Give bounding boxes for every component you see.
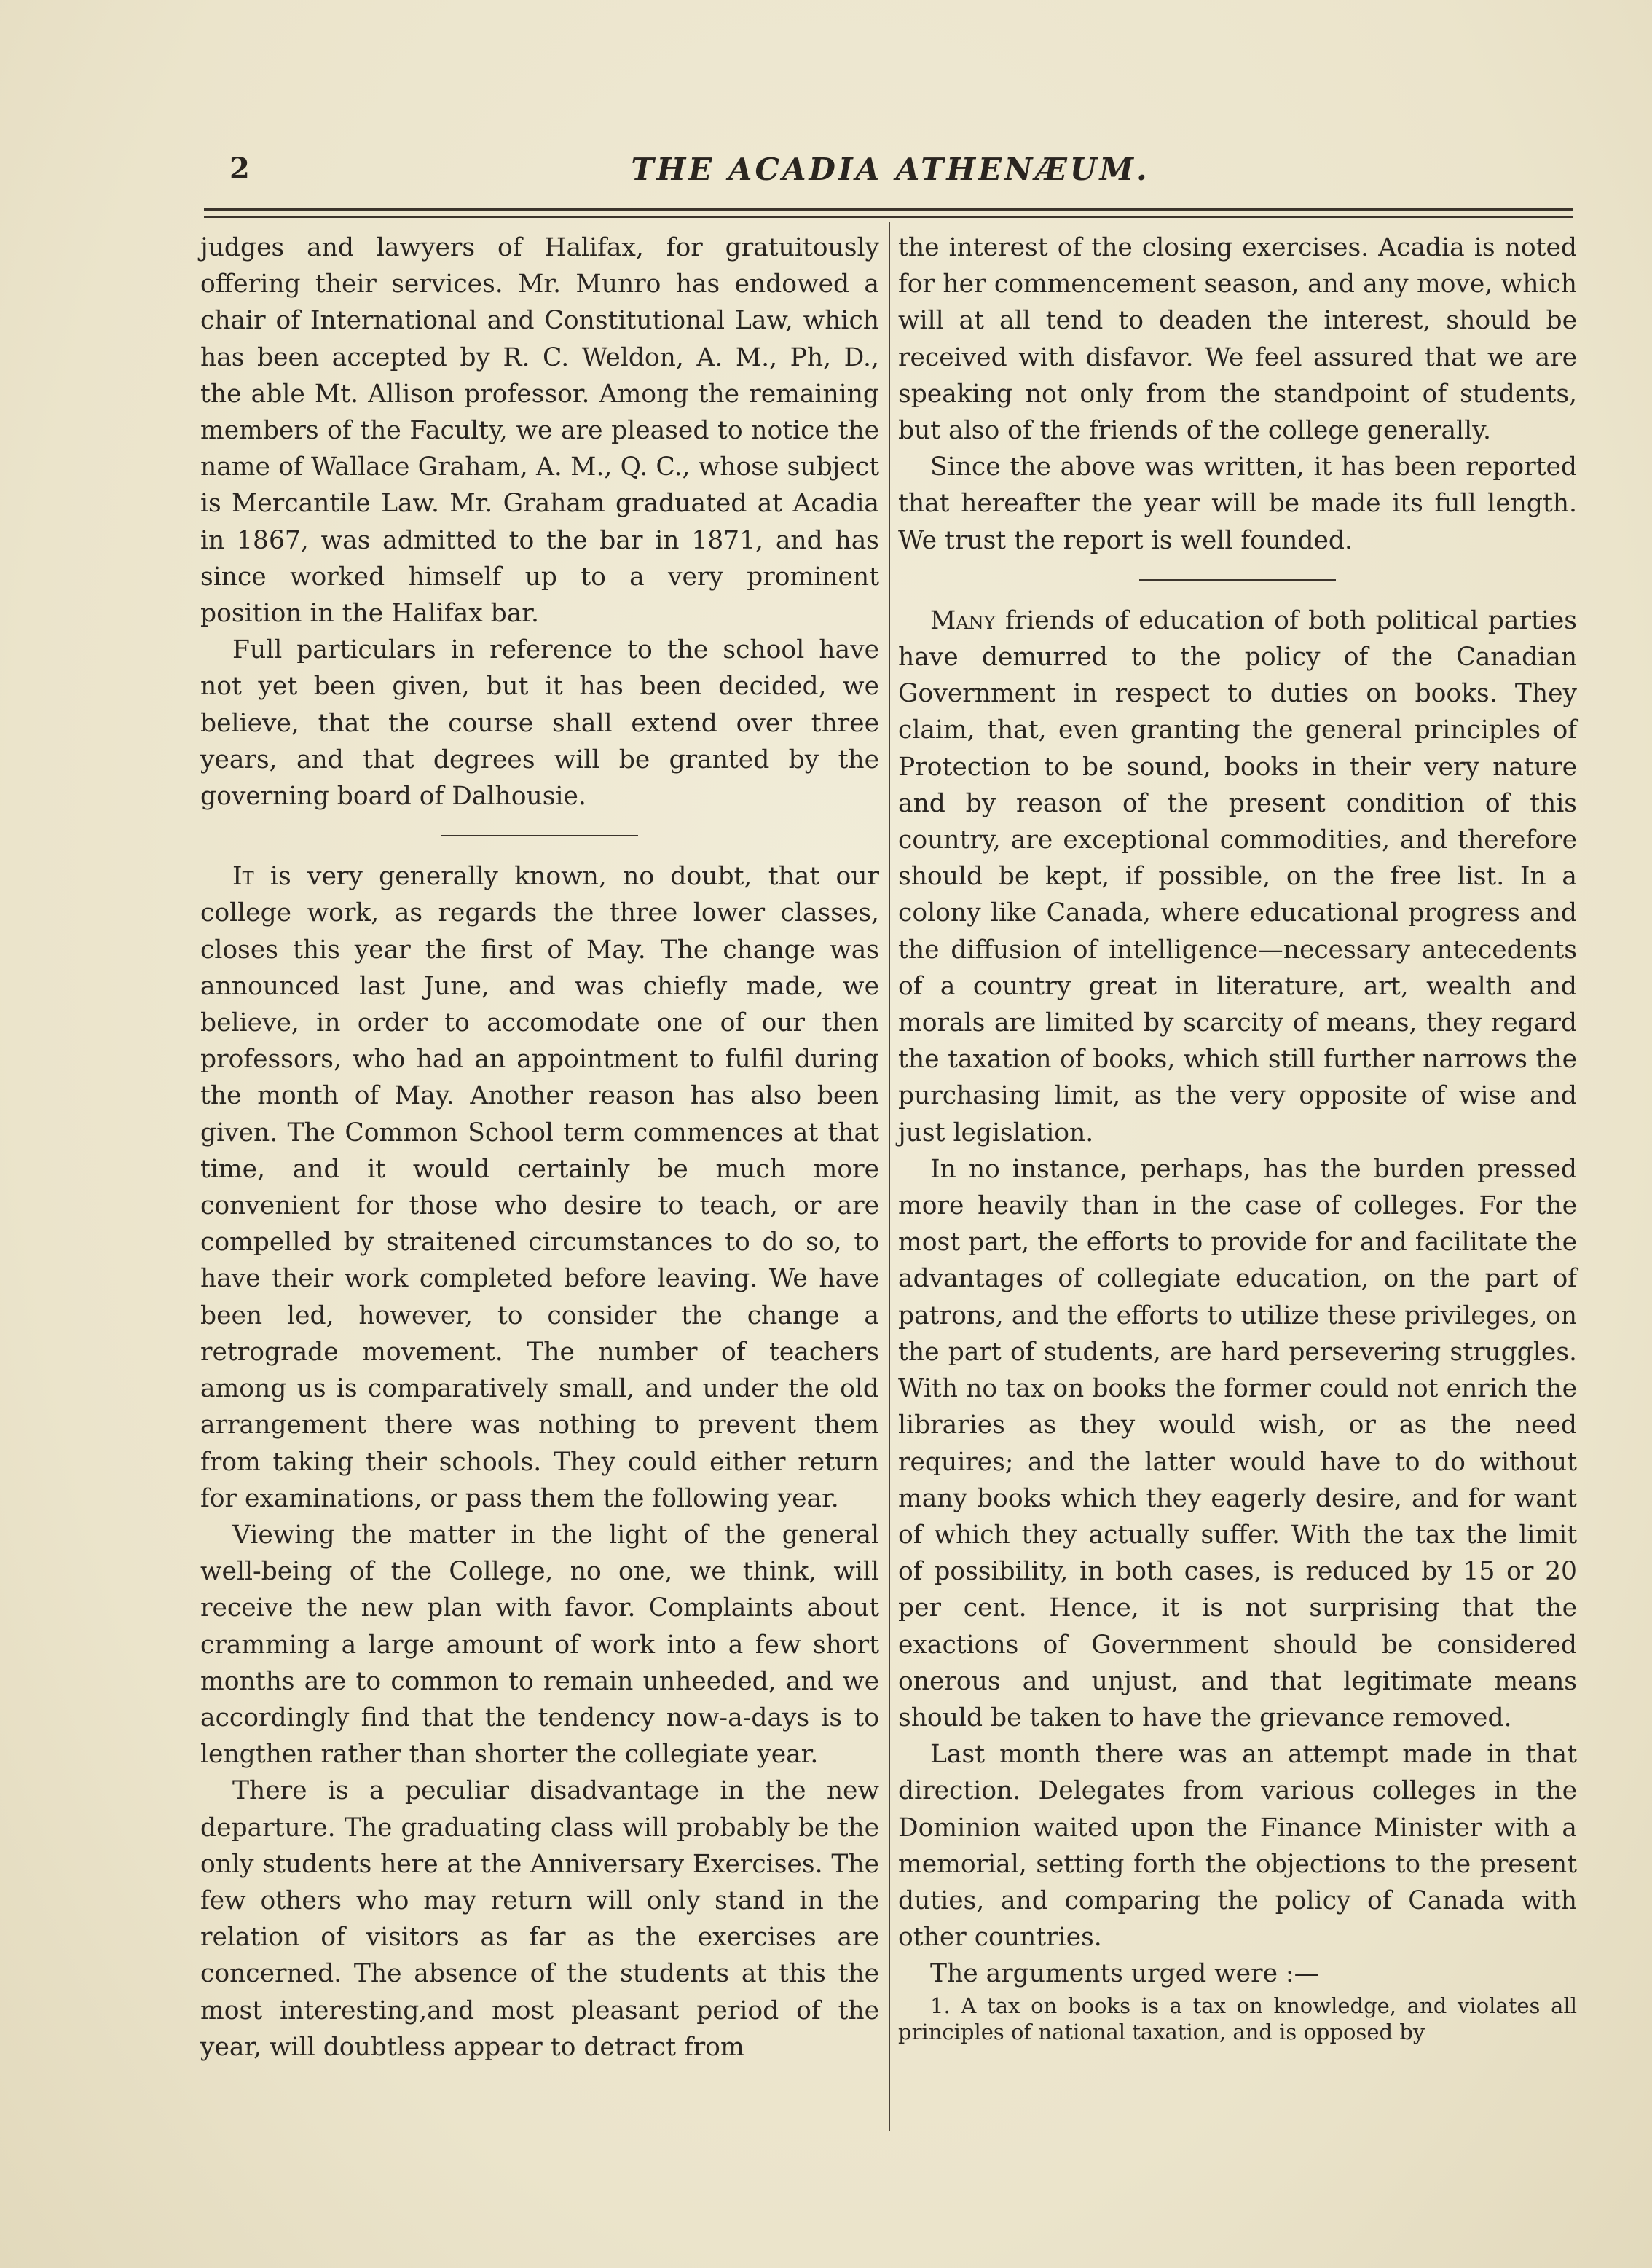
running-title: THE ACADIA ATHENÆUM. (631, 152, 1150, 187)
left-paragraph-5: There is a peculiar disadvantage in the new departure. The graduating class will probably be the only students here at the Anniversary Exercises. The few others who may return will only stand in the relation of visitors as far as the exercises are concerned. The absence of the students at this the most interesting,and most pleasant period of the year, will doubtless appear to detract from (200, 1776, 879, 2062)
left-column (200, 229, 879, 2065)
left-paragraph-4: Viewing the matter in the light of the general well-being of the College, no one, we think, will receive the new plan with favor. Complaints about cramming a large amount of work into a few short months are to common to remain unheeded, and we accordingly find that the tendency now-a-days is to lengthen rather than shorter the collegiate year. (200, 1520, 879, 1770)
article-lead-word: It (232, 862, 254, 892)
right-paragraph-3-text: friends of education of both political parties have demurred to the policy of the Canadian Government in respect to duties on books. They claim, that, even granting the general principles of Protection to be sound, books in their very nature and by reason of the present condition of this country, are exceptional commodities, and therefore should be kept, if possible, on the free list. In a colony like Canada, where educational progress and the diffusion of intelligence—necessary antecedents of a country great in literature, art, wealth and morals are limited by scarcity of means, they regard the taxation of books, which still further narrows the purchasing limit, as the very opposite of wise and just legislation. (898, 605, 1577, 1147)
article-lead-word: Many (930, 605, 996, 635)
right-paragraph-1: the interest of the closing exercises. Acadia is noted for her commencement season, and any move, which will at all tend to deaden the interest, should be received with disfavor. We feel assured that we are speaking not only from the standpoint of students, but also of the friends of the college generally. (898, 233, 1577, 446)
column-divider (889, 222, 890, 2131)
section-separator (441, 835, 638, 836)
left-paragraph-1: judges and lawyers of Halifax, for gratuitously offering their services. Mr. Munro has endowed a chair of International and Constitutional Law, which has been accepted by R. C. Weldon, A. M., Ph, D., the able Mt. Allison professor. Among the remaining members of the Faculty, we are pleased to notice the name of Wallace Graham, A. M., Q. C., whose subject is Mercantile Law. Mr. Graham graduated at Acadia in 1867, was admitted to the bar in 1871, and has since worked himself up to a very prominent position in the Halifax bar. (200, 233, 879, 629)
left-paragraph-3 (200, 858, 879, 1517)
header-rule-thin (204, 216, 1573, 218)
right-paragraph-2: Since the above was written, it has been reported that hereafter the year will be made its full length. We trust the report is well founded. (898, 452, 1577, 555)
page-header (200, 152, 1581, 195)
right-column (898, 229, 1577, 2045)
right-paragraph-3 (898, 603, 1577, 1151)
page-number: 2 (229, 152, 250, 186)
right-paragraph-4: In no instance, perhaps, has the burden pressed more heavily than in the case of colleges. For the most part, the efforts to provide for and facilitate the advantages of collegiate education, on the part of patrons, and the efforts to utilize these privileges, on the part of students, are hard persevering struggles. With no tax on books the former could not enrich the libraries as they would wish, or as the need requires; and the latter would have to do without many books which they eagerly desire, and for want of which they actually suffer. With the tax the limit of possibility, in both cases, is reduced by 15 or 20 per cent. Hence, it is not surprising that the exactions of Government should be considered onerous and unjust, and that legitimate means should be taken to have the grievance removed. (898, 1154, 1577, 1733)
left-paragraph-3-text: is very generally known, no doubt, that our college work, as regards the three lower classes, closes this year the first of May. The change was announced last June, and was chiefly made, we believe, in order to accomodate one of our then professors, who had an appointment to fulfil during the month of May. Another reason has also been given. The Common School term commences at that time, and it would certainly be much more convenient for those who desire to teach, or are compelled by straitened circumstances to do so, to have their work completed before leaving. We have been led, however, to consider the change a retrograde movement. The number of teachers among us is comparatively small, and under the old arrangement there was nothing to prevent them from taking their schools. They could either return for examinations, or pass them the following year. (200, 862, 879, 1513)
left-paragraph-2: Full particulars in reference to the school have not yet been given, but it has been decided, we believe, that the course shall extend over three years, and that degrees will be granted by the governing board of Dalhousie. (200, 635, 879, 812)
section-separator (1139, 579, 1336, 581)
argument-note-1: 1. A tax on books is a tax on knowledge, and violates all principles of national taxation, and is opposed by (898, 1993, 1577, 2044)
header-rule-thick (204, 208, 1573, 211)
right-paragraph-5: Last month there was an attempt made in that direction. Delegates from various colleges in the Dominion waited upon the Finance Minister with a memorial, setting forth the objections to the present duties, and comparing the policy of Canada with other countries. (898, 1740, 1577, 1953)
right-paragraph-6: The arguments urged were :— (930, 1959, 1320, 1989)
